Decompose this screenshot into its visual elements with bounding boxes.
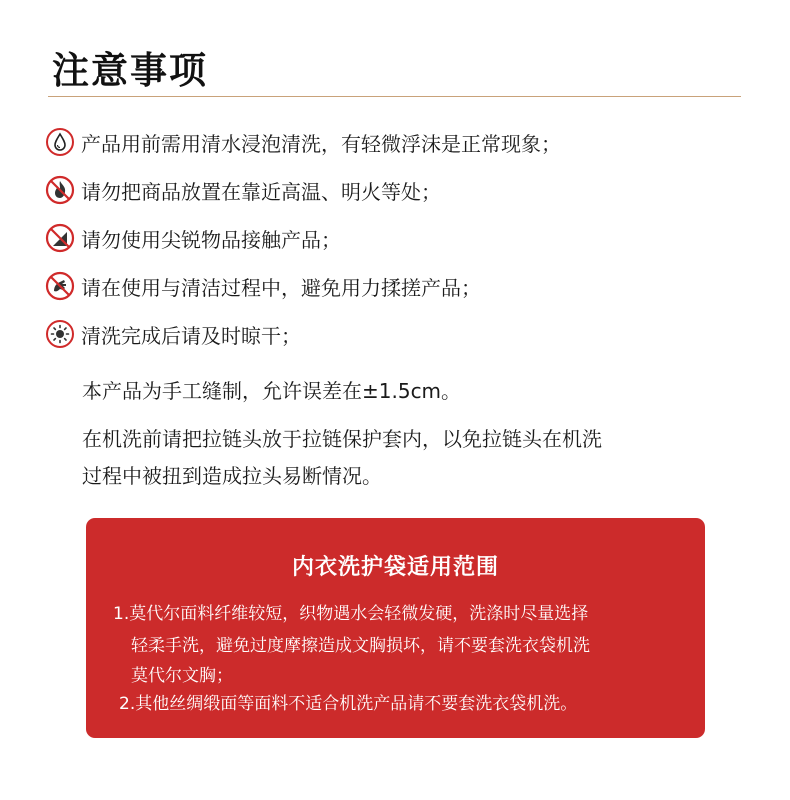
no-sharp-objects-icon xyxy=(45,223,75,253)
no-scrubbing-icon xyxy=(45,271,75,301)
list-item-text: 请勿使用尖锐物品接触产品； xyxy=(81,227,341,252)
precautions-list xyxy=(45,118,745,358)
note-line: 过程中被扭到造成拉头易断情况。 xyxy=(82,464,382,488)
panel-line: 2.其他丝绸缎面等面料不适合机洗产品请不要套洗衣袋机洗。 xyxy=(119,694,578,714)
note-line: 在机洗前请把拉链头放于拉链保护套内，以免拉链头在机洗 xyxy=(82,427,602,451)
panel-line: 1.莫代尔面料纤维较短，织物遇水会轻微发硬，洗涤时尽量选择 xyxy=(113,604,589,624)
panel-line: 莫代尔文胸； xyxy=(131,666,233,686)
list-item xyxy=(45,310,745,358)
panel-line: 轻柔手洗，避免过度摩擦造成文胸损坏，请不要套洗衣袋机洗 xyxy=(131,636,590,656)
list-item-text: 请在使用与清洁过程中，避免用力揉搓产品； xyxy=(81,275,481,300)
list-item xyxy=(45,166,745,214)
note-line: 本产品为手工缝制，允许误差在±1.5cm。 xyxy=(82,379,462,403)
list-item xyxy=(45,262,745,310)
panel-title: 内衣洗护袋适用范围 xyxy=(291,555,499,580)
divider xyxy=(48,96,741,97)
laundry-bag-panel xyxy=(86,518,705,738)
list-item xyxy=(45,214,745,262)
page-title: 注意事项 xyxy=(52,49,208,92)
list-item-text: 清洗完成后请及时晾干； xyxy=(81,323,301,348)
sun-dry-icon xyxy=(45,319,75,349)
list-item-text: 请勿把商品放置在靠近高温、明火等处； xyxy=(81,179,441,204)
no-fire-icon xyxy=(45,175,75,205)
list-item-text: 产品用前需用清水浸泡清洗，有轻微浮沫是正常现象； xyxy=(81,131,561,156)
water-drop-icon xyxy=(45,127,75,157)
list-item xyxy=(45,118,745,166)
